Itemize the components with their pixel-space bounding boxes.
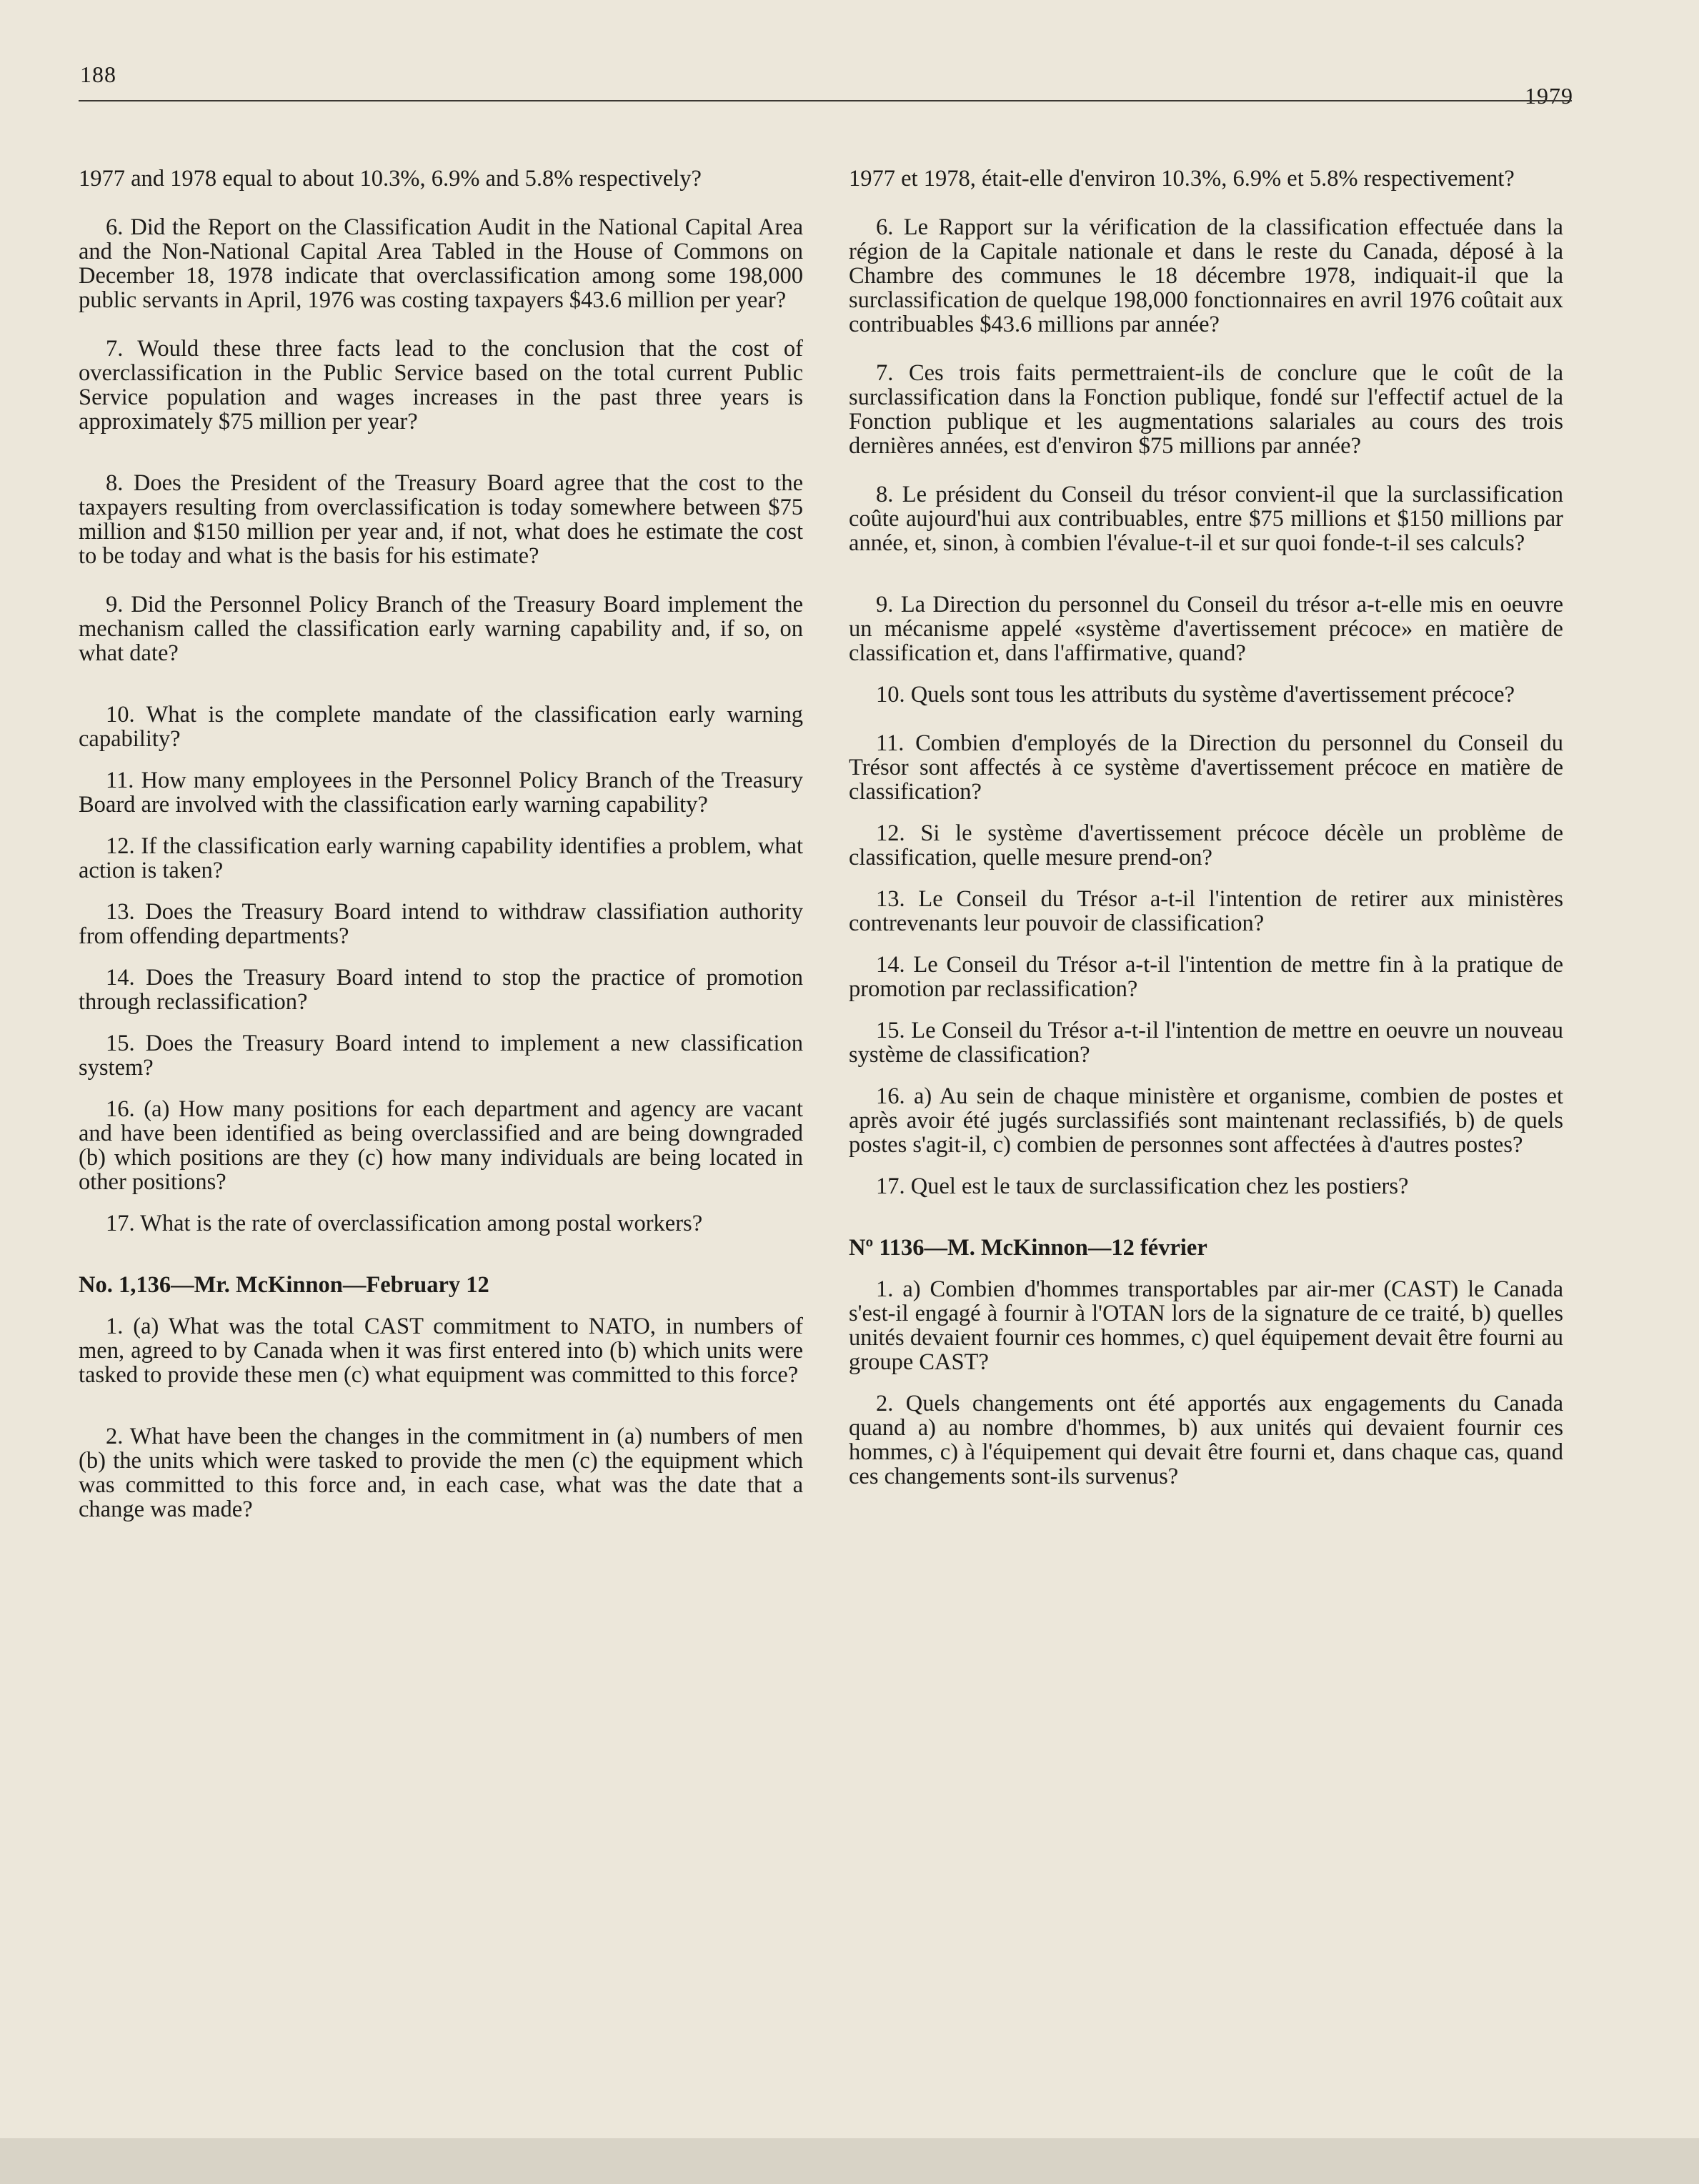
- header-rule: [79, 100, 1572, 101]
- english-column: [79, 167, 803, 1522]
- fr-question-6: 6. Le Rapport sur la vérification de la classification effectuée dans la région de la Capitale nationale et dans le reste du Canada, déposé à la Chambre des communes le 18 décembre 1978, indiquait-il que la surclassification de quelque 198,000 fonctionnaires en avril 1976 coûtait aux contribuables $43.6 millions par année?: [849, 214, 1563, 337]
- fr-question-10: 10. Quels sont tous les attributs du système d'avertissement précoce?: [876, 682, 1515, 708]
- fr-question-16: 16. a) Au sein de chaque ministère et organisme, combien de postes et après avoir été jugés surclassifiés sont maintenant reclassifiés, b) de quels postes s'agit-il, c) combien de personnes sont affectées à d'autres postes?: [849, 1083, 1563, 1158]
- fr-cast-question-2: 2. Quels changements ont été apportés aux engagements du Canada quand a) au nombre d'hommes, b) aux unités qui devaient fournir ces hommes, c) à l'équipement qui devait être fourni et, dans chaque cas, quand ces changements sont-ils survenus?: [849, 1391, 1563, 1489]
- fr-question-7: 7. Ces trois faits permettraient-ils de conclure que le coût de la surclassification dans la Fonction publique, fondé sur l'effectif actuel de la Fonction publique et les augmentations salariales au cours des trois dernières années, est d'environ $75 millions par année?: [849, 360, 1563, 459]
- en-section-heading: No. 1,136—Mr. McKinnon—February 12: [79, 1272, 489, 1298]
- en-question-16: 16. (a) How many positions for each department and agency are vacant and have been identified as being overclassified and are being downgraded (b) which positions are they (c) how many individuals are being located in other positions?: [79, 1096, 803, 1195]
- page-year: 1979: [1525, 83, 1573, 109]
- en-question-13: 13. Does the Treasury Board intend to withdraw classifiation authority from offending departments?: [79, 899, 803, 949]
- fr-question-17: 17. Quel est le taux de surclassification chez les postiers?: [876, 1173, 1409, 1199]
- en-question-6: 6. Did the Report on the Classification Audit in the National Capital Area and the Non-National Capital Area Tabled in the House of Commons on December 18, 1978 indicate that overclassification among some 198,000 public servants in April, 1976 was costing taxpayers $43.6 million per year?: [79, 214, 803, 313]
- fr-question-8: 8. Le président du Conseil du trésor convient-il que la surclassification coûte aujourd'hui aux contribuables, entre $75 millions et $150 millions par année, et, sinon, à combien l'évalue-t-il et sur quoi fonde-t-il ses calculs?: [849, 482, 1563, 556]
- fr-question-14: 14. Le Conseil du Trésor a-t-il l'intention de mettre fin à la pratique de promotion par reclassification?: [849, 952, 1563, 1002]
- en-cast-question-2: 2. What have been the changes in the commitment in (a) numbers of men (b) the units which were tasked to provide the men (c) the equipment which was committed to this force and, in each case, what was the date that a change was made?: [79, 1424, 803, 1522]
- fr-question-12: 12. Si le système d'avertissement précoce décèle un problème de classification, quelle mesure prend-on?: [849, 820, 1563, 870]
- en-question-7: 7. Would these three facts lead to the conclusion that the cost of overclassification in the Public Service based on the total current Public Service population and wages increases in the past three years is approximately $75 million per year?: [79, 336, 803, 435]
- fr-question-13: 13. Le Conseil du Trésor a-t-il l'intention de retirer aux ministères contrevenants leur pouvoir de classification?: [849, 886, 1563, 936]
- fr-question-15: 15. Le Conseil du Trésor a-t-il l'intention de mettre en oeuvre un nouveau système de classification?: [849, 1018, 1563, 1068]
- en-continuation: 1977 and 1978 equal to about 10.3%, 6.9% and 5.8% respectively?: [79, 166, 702, 192]
- fr-section-heading: Nº 1136—M. McKinnon—12 février: [849, 1235, 1207, 1261]
- en-question-11: 11. How many employees in the Personnel Policy Branch of the Treasury Board are involved with the classification early warning capability?: [79, 768, 803, 818]
- fr-cast-question-1: 1. a) Combien d'hommes transportables par air-mer (CAST) le Canada s'est-il engagé à fournir à l'OTAN lors de la signature de ce traité, b) quelles unités devaient fournir ces hommes, c) quel équipement devait être fourni au groupe CAST?: [849, 1276, 1563, 1375]
- en-question-9: 9. Did the Personnel Policy Branch of the Treasury Board implement the mechanism called the classification early warning capability and, if so, on what date?: [79, 592, 803, 666]
- en-question-15: 15. Does the Treasury Board intend to implement a new classification system?: [79, 1031, 803, 1081]
- fr-continuation: 1977 et 1978, était-elle d'environ 10.3%, 6.9% et 5.8% respectivement?: [849, 166, 1515, 192]
- en-question-17: 17. What is the rate of overclassification among postal workers?: [106, 1211, 703, 1236]
- fr-question-9: 9. La Direction du personnel du Conseil du trésor a-t-elle mis en oeuvre un mécanisme appelé «système d'avertissement précoce» en matière de classification et, dans l'affirmative, quand?: [849, 592, 1563, 666]
- en-question-12: 12. If the classification early warning capability identifies a problem, what action is taken?: [79, 833, 803, 883]
- en-question-10: 10. What is the complete mandate of the classification early warning capability?: [79, 702, 803, 752]
- fr-question-11: 11. Combien d'employés de la Direction du personnel du Conseil du Trésor sont affectés à ce système d'avertissement précoce en matière de classification?: [849, 730, 1563, 805]
- en-cast-question-1: 1. (a) What was the total CAST commitment to NATO, in numbers of men, agreed to by Canada when it was first entered into (b) which units were tasked to provide these men (c) what equipment was committed to this force?: [79, 1314, 803, 1388]
- en-question-14: 14. Does the Treasury Board intend to stop the practice of promotion through reclassification?: [79, 965, 803, 1015]
- en-question-8: 8. Does the President of the Treasury Board agree that the cost to the taxpayers resulting from overclassification is today somewhere between $75 million and $150 million per year and, if not, what does he estimate the cost to be today and what is the basis for his estimate?: [79, 470, 803, 569]
- french-column: [849, 167, 1563, 1489]
- scan-bottom-edge: [0, 2138, 1699, 2184]
- page-number: 188: [80, 61, 116, 87]
